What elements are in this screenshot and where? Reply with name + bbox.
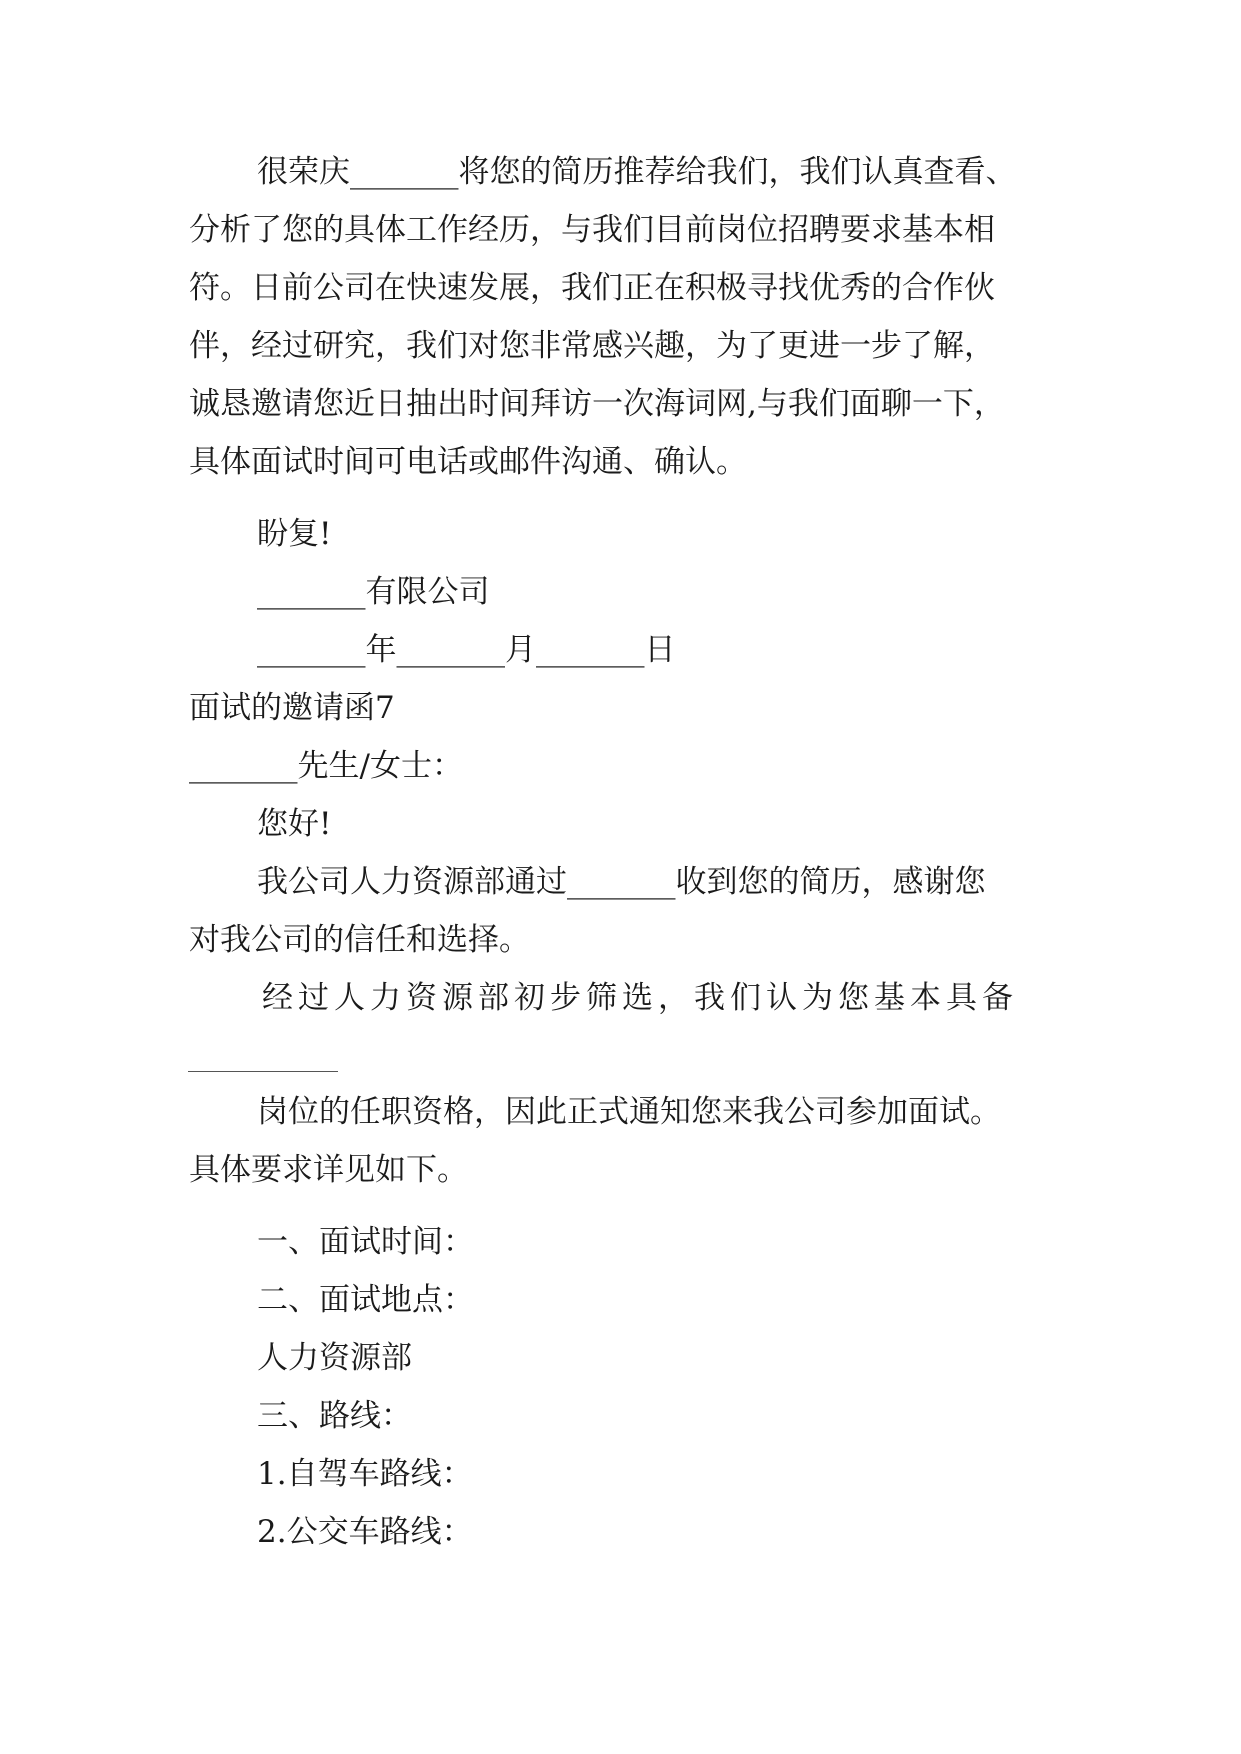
paragraph-3-line: 经过人力资源部初步筛选，我们认为您基本具备: [262, 980, 1018, 1016]
blank-underline: [188, 1071, 338, 1072]
list-item-interview-time: 一、面试时间：: [257, 1224, 474, 1260]
list-item-route: 三、路线：: [257, 1398, 412, 1434]
section-title: 面试的邀请函7: [189, 690, 395, 726]
date-line: _______年_______月_______日: [257, 632, 676, 668]
list-item-driving-route: 1.自驾车路线：: [257, 1456, 473, 1492]
paragraph-1-line-5: 诚恳邀请您近日抽出时间拜访一次海词网,与我们面聊一下，: [189, 386, 1005, 422]
paragraph-4-line-1: 岗位的任职资格，因此正式通知您来我公司参加面试。: [257, 1094, 1001, 1130]
paragraph-4-line-2: 具体要求详见如下。: [189, 1152, 468, 1188]
closing-text: 盼复!: [257, 516, 332, 552]
paragraph-1-line-1: 很荣庆_______将您的简历推荐给我们，我们认真查看、: [257, 154, 1017, 190]
paragraph-2-line-2: 对我公司的信任和选择。: [189, 922, 530, 958]
list-item-bus-route: 2.公交车路线：: [257, 1514, 473, 1550]
list-item-hr-department: 人力资源部: [257, 1340, 412, 1376]
salutation: _______先生/女士：: [189, 748, 463, 784]
paragraph-1-line-2: 分析了您的具体工作经历，与我们目前岗位招聘要求基本相: [189, 212, 995, 248]
paragraph-1-line-6: 具体面试时间可电话或邮件沟通、确认。: [189, 444, 747, 480]
paragraph-2-line-1: 我公司人力资源部通过_______收到您的简历，感谢您: [257, 864, 986, 900]
paragraph-1-line-4: 伴，经过研究，我们对您非常感兴趣，为了更进一步了解，: [189, 328, 995, 364]
paragraph-1-line-3: 符。日前公司在快速发展，我们正在积极寻找优秀的合作伙: [189, 270, 995, 306]
company-signature-line: _______有限公司: [257, 574, 490, 610]
list-item-interview-location: 二、面试地点：: [257, 1282, 474, 1318]
greeting: 您好!: [257, 806, 332, 842]
